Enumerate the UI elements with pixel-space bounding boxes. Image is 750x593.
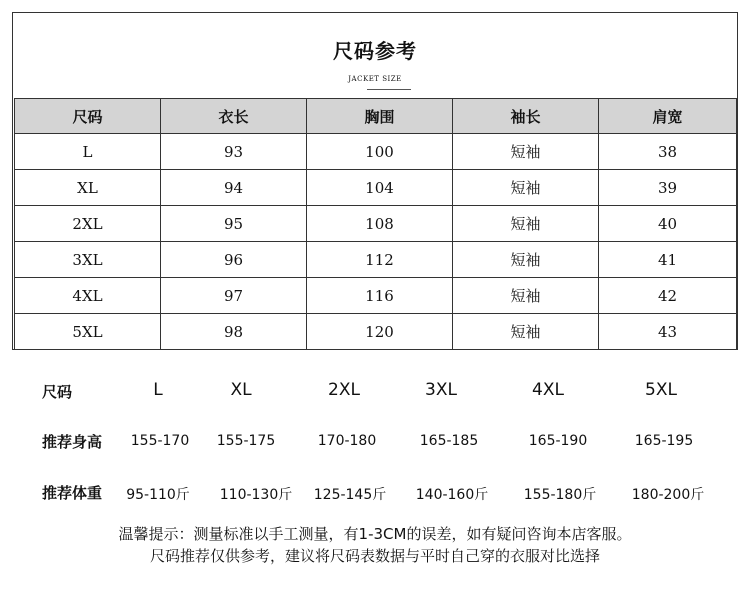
cell-sleeve: 短袖 xyxy=(453,242,599,278)
height-value: 165-195 xyxy=(634,433,694,449)
column-header: 衣长 xyxy=(161,99,307,134)
recommendation-section xyxy=(0,355,750,593)
cell-length: 93 xyxy=(161,134,307,170)
notice-line-1: 温馨提示：测量标准以手工测量，有1-3CM的误差，如有疑问咨询本店客服。 xyxy=(118,525,632,543)
cell-length: 97 xyxy=(161,278,307,314)
cell-length: 96 xyxy=(161,242,307,278)
cell-size: 5XL xyxy=(15,314,161,350)
size-value: L xyxy=(153,380,163,400)
page-title: 尺码参考 xyxy=(333,39,417,63)
size-table xyxy=(14,98,737,350)
cell-sleeve: 短袖 xyxy=(453,206,599,242)
cell-chest: 100 xyxy=(307,134,453,170)
height-value: 155-175 xyxy=(216,433,276,449)
size-value: 4XL xyxy=(532,380,564,400)
column-header: 肩宽 xyxy=(599,99,737,134)
cell-shoulder: 39 xyxy=(599,170,737,206)
height-value: 155-170 xyxy=(130,433,190,449)
height-value: 170-180 xyxy=(317,433,377,449)
cell-chest: 120 xyxy=(307,314,453,350)
cell-size: 3XL xyxy=(15,242,161,278)
cell-size: 2XL xyxy=(15,206,161,242)
column-header: 尺码 xyxy=(15,99,161,134)
cell-length: 95 xyxy=(161,206,307,242)
cell-sleeve: 短袖 xyxy=(453,170,599,206)
weight-value: 140-160斤 xyxy=(415,487,489,503)
size-value: 5XL xyxy=(645,380,677,400)
cell-length: 94 xyxy=(161,170,307,206)
weight-value: 155-180斤 xyxy=(523,487,597,503)
height-value: 165-185 xyxy=(419,433,479,449)
cell-shoulder: 41 xyxy=(599,242,737,278)
column-header: 胸围 xyxy=(307,99,453,134)
weight-row-label: 推荐体重 xyxy=(42,484,103,502)
notice-line-2: 尺码推荐仅供参考，建议将尺码表数据与平时自己穿的衣服对比选择 xyxy=(149,547,600,565)
height-row-label: 推荐身高 xyxy=(42,433,103,451)
cell-sleeve: 短袖 xyxy=(453,278,599,314)
cell-chest: 108 xyxy=(307,206,453,242)
cell-chest: 112 xyxy=(307,242,453,278)
cell-length: 98 xyxy=(161,314,307,350)
cell-sleeve: 短袖 xyxy=(453,314,599,350)
cell-shoulder: 43 xyxy=(599,314,737,350)
cell-shoulder: 42 xyxy=(599,278,737,314)
size-value: XL xyxy=(230,380,252,400)
weight-value: 180-200斤 xyxy=(631,487,705,503)
column-header: 袖长 xyxy=(453,99,599,134)
table-row xyxy=(15,170,737,206)
cell-size: XL xyxy=(15,170,161,206)
table-row xyxy=(15,206,737,242)
table-header-row xyxy=(15,99,737,134)
height-value: 165-190 xyxy=(528,433,588,449)
cell-shoulder: 40 xyxy=(599,206,737,242)
cell-chest: 104 xyxy=(307,170,453,206)
size-row-label: 尺码 xyxy=(42,383,73,401)
table-row xyxy=(15,242,737,278)
table-row xyxy=(15,134,737,170)
weight-value: 125-145斤 xyxy=(313,487,387,503)
weight-value: 110-130斤 xyxy=(219,487,293,503)
cell-sleeve: 短袖 xyxy=(453,134,599,170)
page-subtitle: JACKET SIZE xyxy=(348,75,402,83)
table-row xyxy=(15,314,737,350)
cell-size: L xyxy=(15,134,161,170)
table-row xyxy=(15,278,737,314)
cell-size: 4XL xyxy=(15,278,161,314)
cell-shoulder: 38 xyxy=(599,134,737,170)
weight-value: 95-110斤 xyxy=(126,487,190,503)
size-value: 2XL xyxy=(328,380,360,400)
cell-chest: 116 xyxy=(307,278,453,314)
size-value: 3XL xyxy=(425,380,457,400)
subtitle-divider xyxy=(367,89,411,90)
